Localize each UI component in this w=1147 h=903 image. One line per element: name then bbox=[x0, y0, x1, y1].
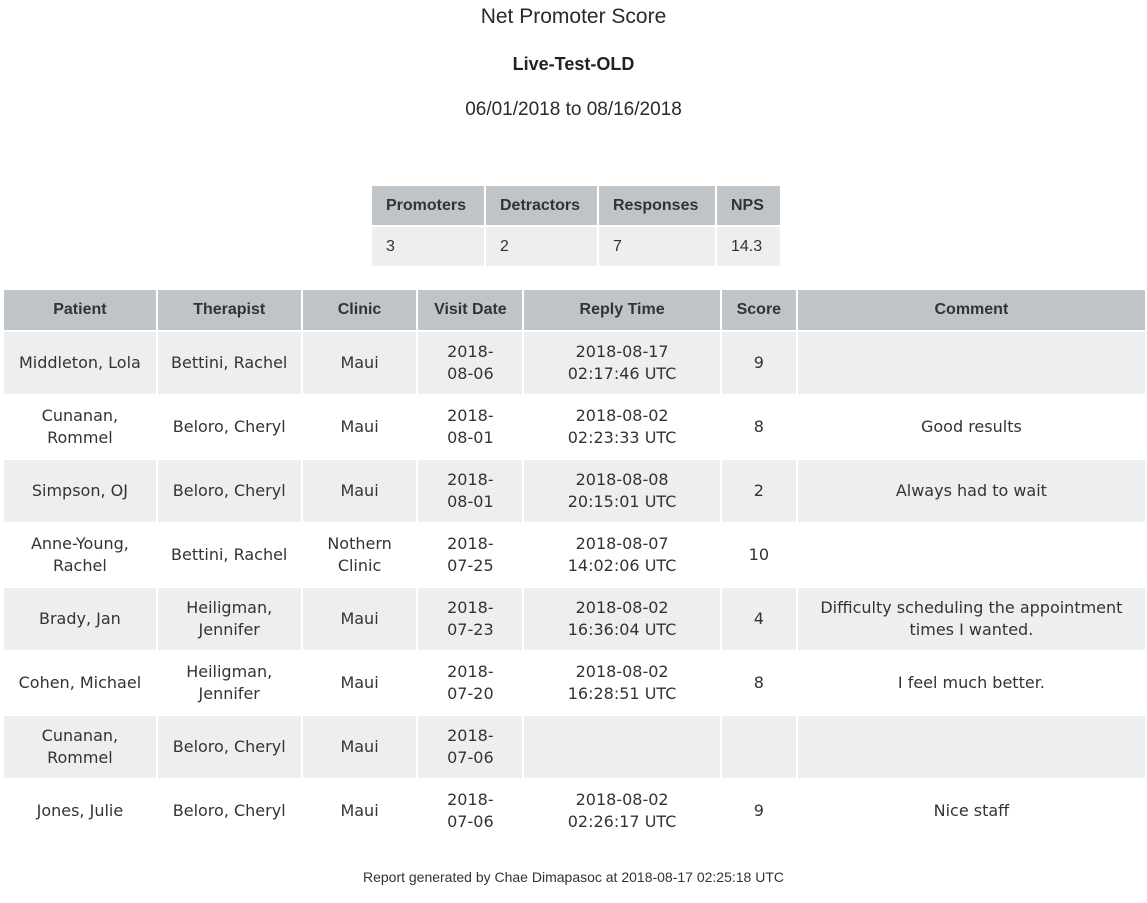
header-therapist: Therapist bbox=[158, 290, 301, 330]
cell-visit-date: 2018- 07-06 bbox=[418, 716, 522, 778]
cell-reply-time: 2018-08-02 16:36:04 UTC bbox=[524, 588, 720, 650]
cell-score: 10 bbox=[722, 524, 796, 586]
summary-value-detractors: 2 bbox=[486, 227, 597, 266]
cell-patient: Middleton, Lola bbox=[4, 332, 156, 394]
cell-patient: Anne-Young, Rachel bbox=[4, 524, 156, 586]
cell-reply-time bbox=[524, 716, 720, 778]
cell-therapist: Heiligman, Jennifer bbox=[158, 652, 301, 714]
cell-score: 4 bbox=[722, 588, 796, 650]
table-row bbox=[4, 524, 1145, 586]
cell-score: 2 bbox=[722, 460, 796, 522]
cell-clinic: Maui bbox=[303, 652, 417, 714]
cell-patient: Cunanan, Rommel bbox=[4, 716, 156, 778]
header-score: Score bbox=[722, 290, 796, 330]
cell-comment: Good results bbox=[798, 396, 1145, 458]
cell-therapist: Bettini, Rachel bbox=[158, 524, 301, 586]
cell-clinic: Maui bbox=[303, 716, 417, 778]
cell-comment bbox=[798, 332, 1145, 394]
cell-patient: Brady, Jan bbox=[4, 588, 156, 650]
cell-therapist: Beloro, Cheryl bbox=[158, 716, 301, 778]
summary-table bbox=[370, 184, 782, 268]
cell-clinic: Maui bbox=[303, 588, 417, 650]
cell-reply-time: 2018-08-08 20:15:01 UTC bbox=[524, 460, 720, 522]
summary-header-nps: NPS bbox=[717, 186, 780, 225]
cell-clinic: Nothern Clinic bbox=[303, 524, 417, 586]
cell-clinic: Maui bbox=[303, 332, 417, 394]
cell-reply-time: 2018-08-02 02:26:17 UTC bbox=[524, 780, 720, 842]
cell-score: 9 bbox=[722, 332, 796, 394]
header-patient: Patient bbox=[4, 290, 156, 330]
cell-score: 9 bbox=[722, 780, 796, 842]
summary-value-nps: 14.3 bbox=[717, 227, 780, 266]
cell-comment: Always had to wait bbox=[798, 460, 1145, 522]
cell-reply-time: 2018-08-02 02:23:33 UTC bbox=[524, 396, 720, 458]
summary-value-row bbox=[372, 227, 780, 266]
cell-comment: Difficulty scheduling the appointment times I wanted. bbox=[798, 588, 1145, 650]
cell-visit-date: 2018- 07-25 bbox=[418, 524, 522, 586]
report-subtitle: Live-Test-OLD bbox=[512, 54, 635, 74]
date-range: 06/01/2018 to 08/16/2018 bbox=[465, 99, 682, 120]
cell-reply-time: 2018-08-17 02:17:46 UTC bbox=[524, 332, 720, 394]
cell-visit-date: 2018- 07-20 bbox=[418, 652, 522, 714]
cell-patient: Cunanan, Rommel bbox=[4, 396, 156, 458]
cell-comment: Nice staff bbox=[798, 780, 1145, 842]
cell-patient: Jones, Julie bbox=[4, 780, 156, 842]
cell-score bbox=[722, 716, 796, 778]
cell-comment bbox=[798, 524, 1145, 586]
cell-therapist: Heiligman, Jennifer bbox=[158, 588, 301, 650]
responses-table bbox=[2, 288, 1147, 844]
cell-clinic: Maui bbox=[303, 460, 417, 522]
cell-patient: Cohen, Michael bbox=[4, 652, 156, 714]
table-row bbox=[4, 588, 1145, 650]
cell-visit-date: 2018- 07-23 bbox=[418, 588, 522, 650]
table-row bbox=[4, 716, 1145, 778]
table-row bbox=[4, 780, 1145, 842]
report-footer: Report generated by Chae Dimapasoc at 2018-08-17 02:25:18 UTC bbox=[362, 869, 785, 885]
cell-comment bbox=[798, 716, 1145, 778]
header-visit-date: Visit Date bbox=[418, 290, 522, 330]
cell-clinic: Maui bbox=[303, 780, 417, 842]
summary-header-row bbox=[372, 186, 780, 225]
cell-therapist: Beloro, Cheryl bbox=[158, 460, 301, 522]
header-clinic: Clinic bbox=[303, 290, 417, 330]
responses-table-body bbox=[4, 332, 1145, 842]
cell-visit-date: 2018- 08-01 bbox=[418, 396, 522, 458]
table-row bbox=[4, 460, 1145, 522]
table-row bbox=[4, 652, 1145, 714]
summary-header-detractors: Detractors bbox=[486, 186, 597, 225]
cell-therapist: Beloro, Cheryl bbox=[158, 396, 301, 458]
summary-header-promoters: Promoters bbox=[372, 186, 484, 225]
cell-therapist: Bettini, Rachel bbox=[158, 332, 301, 394]
report-title: Net Promoter Score bbox=[480, 5, 667, 28]
cell-visit-date: 2018- 08-06 bbox=[418, 332, 522, 394]
cell-visit-date: 2018- 08-01 bbox=[418, 460, 522, 522]
cell-score: 8 bbox=[722, 396, 796, 458]
cell-reply-time: 2018-08-02 16:28:51 UTC bbox=[524, 652, 720, 714]
cell-clinic: Maui bbox=[303, 396, 417, 458]
summary-value-promoters: 3 bbox=[372, 227, 484, 266]
cell-score: 8 bbox=[722, 652, 796, 714]
summary-value-responses: 7 bbox=[599, 227, 715, 266]
cell-patient: Simpson, OJ bbox=[4, 460, 156, 522]
table-row bbox=[4, 396, 1145, 458]
cell-therapist: Beloro, Cheryl bbox=[158, 780, 301, 842]
header-comment: Comment bbox=[798, 290, 1145, 330]
cell-visit-date: 2018- 07-06 bbox=[418, 780, 522, 842]
table-row bbox=[4, 332, 1145, 394]
cell-reply-time: 2018-08-07 14:02:06 UTC bbox=[524, 524, 720, 586]
summary-header-responses: Responses bbox=[599, 186, 715, 225]
header-reply-time: Reply Time bbox=[524, 290, 720, 330]
cell-comment: I feel much better. bbox=[798, 652, 1145, 714]
responses-header-row bbox=[4, 290, 1145, 330]
